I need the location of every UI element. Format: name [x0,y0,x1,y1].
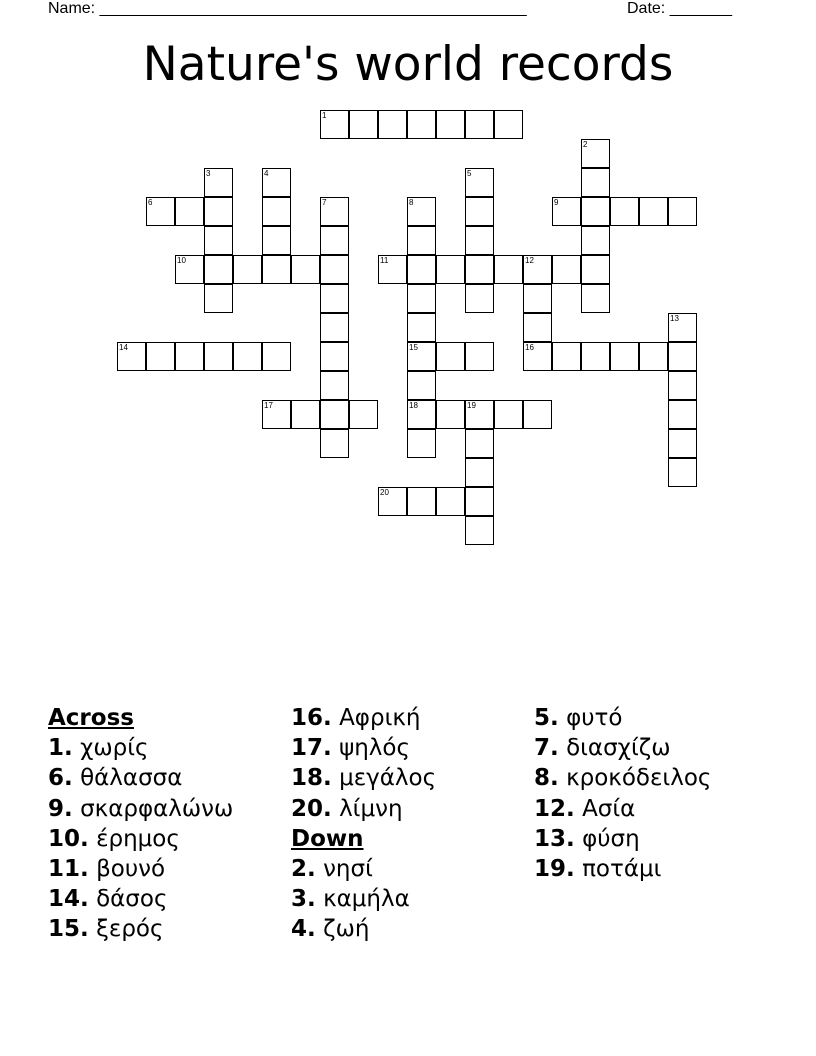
clues-column-1 [48,703,233,945]
clue-number: 8. [534,765,559,792]
grid-cell[interactable] [465,168,494,197]
clue-text: βουνό [96,855,166,882]
grid-cell[interactable] [146,197,175,226]
clue-text: χωρίς [80,735,149,762]
clue-across-11 [48,854,233,884]
clue-across-15 [48,914,233,944]
grid-cell[interactable] [668,313,697,342]
clue-down-12 [534,794,711,824]
cell-number: 1 [322,111,327,120]
clue-text: ποτάμι [582,855,662,882]
page-title: Nature's world records [142,37,674,92]
clue-text: θάλασσα [80,765,183,792]
grid-cell[interactable] [581,255,610,284]
grid-cell[interactable] [436,400,465,429]
grid-cell[interactable] [262,400,291,429]
clue-number: 15. [48,916,89,943]
clue-across-9 [48,794,233,824]
grid-cell[interactable] [262,255,291,284]
down-heading: Down [291,825,364,852]
grid-cell[interactable] [523,255,552,284]
cell-number: 13 [670,314,679,323]
grid-cell[interactable] [465,110,494,139]
grid-cell[interactable] [146,342,175,371]
clue-across-10 [48,824,233,854]
date-field[interactable]: Date: _______ [627,0,732,17]
grid-cell[interactable] [262,342,291,371]
grid-cell[interactable] [320,400,349,429]
clue-text: ζωή [323,916,370,943]
grid-cell[interactable] [610,342,639,371]
cell-number: 12 [525,256,534,265]
grid-cell[interactable] [378,110,407,139]
grid-cell[interactable] [610,197,639,226]
grid-cell[interactable] [407,197,436,226]
clue-text: καμήλα [323,886,410,913]
grid-cell[interactable] [262,168,291,197]
cell-number: 5 [467,169,472,178]
clue-number: 5. [534,705,559,731]
clue-across-16 [291,703,436,733]
grid-cell[interactable] [581,284,610,313]
grid-cell[interactable] [552,197,581,226]
clue-across-20 [291,794,436,824]
clue-number: 17. [291,735,332,762]
clue-across-1 [48,733,233,763]
grid-cell[interactable] [436,110,465,139]
grid-cell[interactable] [494,255,523,284]
clue-text: ψηλός [339,735,410,762]
grid-cell[interactable] [523,313,552,342]
grid-cell[interactable] [204,197,233,226]
grid-cell[interactable] [407,110,436,139]
clue-down-2 [291,854,436,884]
grid-cell[interactable] [494,400,523,429]
grid-cell[interactable] [407,487,436,516]
clue-across-14 [48,884,233,914]
clue-across-17 [291,733,436,763]
grid-cell[interactable] [233,342,262,371]
clue-text: Αφρική [339,705,421,731]
clue-down-19 [534,854,711,884]
clue-text: ξερός [96,916,164,943]
grid-cell[interactable] [117,342,146,371]
clues-column-3 [534,703,711,884]
grid-cell[interactable] [465,487,494,516]
clue-number: 18. [291,765,332,792]
clue-text: έρημος [96,825,180,852]
grid-cell[interactable] [465,255,494,284]
cell-number: 20 [380,488,389,497]
clue-down-7 [534,733,711,763]
clue-number: 19. [534,855,575,882]
grid-cell[interactable] [320,371,349,400]
clue-number: 3. [291,886,316,913]
cell-number: 6 [148,198,153,207]
grid-cell[interactable] [668,371,697,400]
clue-number: 14. [48,886,89,913]
grid-cell[interactable] [465,516,494,545]
clue-text: Ασία [582,795,636,822]
clue-text: νησί [323,855,373,882]
clue-number: 4. [291,916,316,943]
clue-number: 9. [48,795,73,822]
clue-text: δάσος [96,886,168,913]
clue-across-18 [291,763,436,793]
cell-number: 19 [467,401,476,410]
cell-number: 17 [264,401,273,410]
grid-cell[interactable] [668,458,697,487]
clue-across-6 [48,763,233,793]
grid-cell[interactable] [436,255,465,284]
grid-cell[interactable] [465,458,494,487]
clue-down-8 [534,763,711,793]
grid-cell[interactable] [407,284,436,313]
clue-number: 13. [534,825,575,852]
clue-number: 10. [48,825,89,852]
grid-cell[interactable] [465,429,494,458]
across-heading: Across [48,705,134,731]
grid-cell[interactable] [204,284,233,313]
grid-cell[interactable] [175,255,204,284]
clue-text: σκαρφαλώνω [80,795,234,822]
grid-cell[interactable] [581,226,610,255]
grid-cell[interactable] [581,168,610,197]
grid-cell[interactable] [581,197,610,226]
cell-number: 7 [322,198,327,207]
grid-cell[interactable] [407,371,436,400]
grid-cell[interactable] [523,400,552,429]
grid-cell[interactable] [668,429,697,458]
grid-cell[interactable] [407,429,436,458]
clue-number: 11. [48,855,89,882]
grid-cell[interactable] [291,255,320,284]
clue-text: κροκόδειλος [566,765,712,792]
grid-cell[interactable] [552,342,581,371]
grid-cell[interactable] [407,255,436,284]
cell-number: 11 [380,256,389,265]
grid-cell[interactable] [523,284,552,313]
cell-number: 2 [583,140,588,149]
clue-down-5 [534,703,711,733]
grid-cell[interactable] [204,342,233,371]
clue-number: 20. [291,795,332,822]
clue-down-13 [534,824,711,854]
grid-cell[interactable] [204,226,233,255]
grid-cell[interactable] [407,400,436,429]
grid-cell[interactable] [668,400,697,429]
grid-cell[interactable] [465,226,494,255]
clue-number: 1. [48,735,73,762]
grid-cell[interactable] [233,255,262,284]
grid-cell[interactable] [523,342,552,371]
clue-text: διασχίζω [566,735,671,762]
name-field[interactable]: Name: ________________________________________________ [48,0,527,17]
grid-cell[interactable] [320,313,349,342]
grid-cell[interactable] [175,197,204,226]
clue-text: λίμνη [339,795,403,822]
cell-number: 3 [206,169,211,178]
grid-cell[interactable] [349,400,378,429]
grid-cell[interactable] [378,487,407,516]
grid-cell[interactable] [639,342,668,371]
grid-cell[interactable] [175,342,204,371]
clue-number: 16. [291,705,332,731]
grid-cell[interactable] [552,255,581,284]
grid-cell[interactable] [581,342,610,371]
cell-number: 15 [409,343,418,352]
clue-number: 12. [534,795,575,822]
grid-cell[interactable] [320,255,349,284]
grid-cell[interactable] [320,342,349,371]
grid-cell[interactable] [204,168,233,197]
grid-cell[interactable] [668,197,697,226]
clue-text: φύση [582,825,640,852]
grid-cell[interactable] [262,226,291,255]
grid-cell[interactable] [436,342,465,371]
grid-cell[interactable] [494,110,523,139]
grid-cell[interactable] [320,284,349,313]
clue-number: 6. [48,765,73,792]
grid-cell[interactable] [378,255,407,284]
grid-cell[interactable] [581,139,610,168]
grid-cell[interactable] [262,197,291,226]
cell-number: 4 [264,169,269,178]
clue-number: 2. [291,855,316,882]
grid-cell[interactable] [465,342,494,371]
cell-number: 10 [177,256,186,265]
grid-cell[interactable] [465,284,494,313]
grid-cell[interactable] [436,487,465,516]
grid-cell[interactable] [668,342,697,371]
grid-cell[interactable] [320,197,349,226]
grid-cell[interactable] [407,226,436,255]
cell-number: 9 [554,198,559,207]
grid-cell[interactable] [639,197,668,226]
grid-cell[interactable] [465,197,494,226]
clue-text: μεγάλος [339,765,437,792]
grid-cell[interactable] [465,400,494,429]
cell-number: 18 [409,401,418,410]
clue-down-4 [291,914,436,944]
grid-cell[interactable] [204,255,233,284]
grid-cell[interactable] [320,429,349,458]
clues-column-2 [291,703,436,945]
clue-number: 7. [534,735,559,762]
grid-cell[interactable] [349,110,378,139]
cell-number: 14 [119,343,128,352]
grid-cell[interactable] [407,342,436,371]
grid-cell[interactable] [320,226,349,255]
grid-cell[interactable] [407,313,436,342]
clue-text: φυτό [566,705,623,731]
clue-down-3 [291,884,436,914]
cell-number: 16 [525,343,534,352]
grid-cell[interactable] [291,400,320,429]
grid-cell[interactable] [320,110,349,139]
cell-number: 8 [409,198,414,207]
